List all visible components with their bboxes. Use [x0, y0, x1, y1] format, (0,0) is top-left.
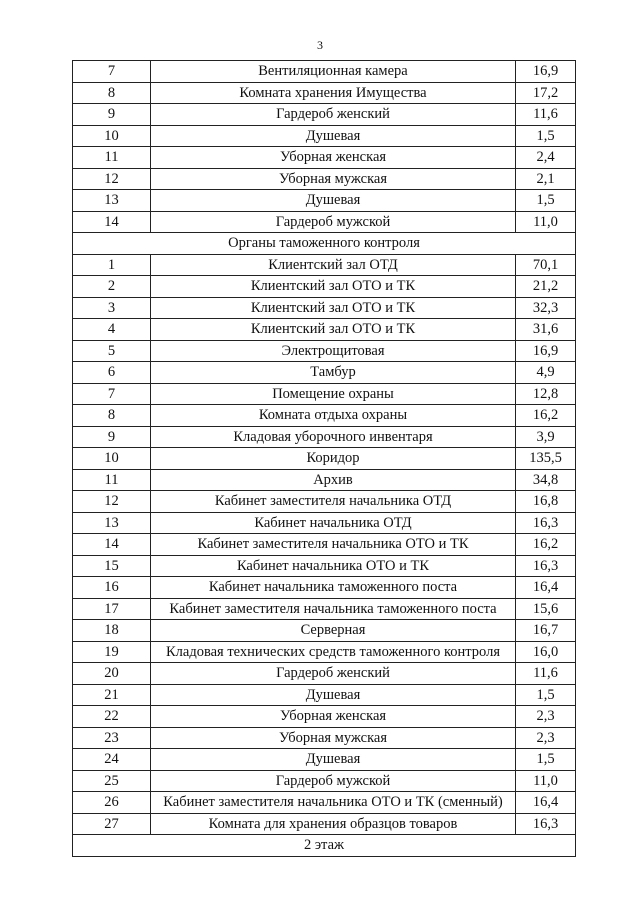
section-title: Органы таможенного контроля	[73, 233, 576, 255]
room-area-cell: 16,2	[516, 534, 576, 556]
table-row	[73, 792, 576, 814]
room-area-cell: 16,4	[516, 577, 576, 599]
room-name-cell: Кабинет заместителя начальника ОТД	[151, 491, 516, 513]
room-area-cell: 11,6	[516, 663, 576, 685]
room-number-cell: 14	[73, 211, 151, 233]
room-number-cell: 17	[73, 598, 151, 620]
room-number-cell: 20	[73, 663, 151, 685]
room-name-cell: Вентиляционная камера	[151, 61, 516, 83]
room-name-cell: Гардероб женский	[151, 663, 516, 685]
table-row	[73, 749, 576, 771]
room-number-cell: 7	[73, 383, 151, 405]
table-row	[73, 104, 576, 126]
room-area-cell: 16,0	[516, 641, 576, 663]
room-name-cell: Гардероб женский	[151, 104, 516, 126]
section-header-row	[73, 835, 576, 857]
table-row	[73, 555, 576, 577]
table-row	[73, 211, 576, 233]
room-number-cell: 25	[73, 770, 151, 792]
table-row	[73, 813, 576, 835]
table-row	[73, 598, 576, 620]
room-number-cell: 11	[73, 469, 151, 491]
room-area-cell: 11,6	[516, 104, 576, 126]
room-area-cell: 11,0	[516, 211, 576, 233]
room-name-cell: Архив	[151, 469, 516, 491]
rooms-table	[72, 60, 576, 857]
room-number-cell: 15	[73, 555, 151, 577]
room-area-cell: 135,5	[516, 448, 576, 470]
table-row	[73, 405, 576, 427]
room-number-cell: 23	[73, 727, 151, 749]
room-number-cell: 2	[73, 276, 151, 298]
room-name-cell: Комната для хранения образцов товаров	[151, 813, 516, 835]
room-area-cell: 16,4	[516, 792, 576, 814]
table-row	[73, 297, 576, 319]
table-row	[73, 534, 576, 556]
room-number-cell: 8	[73, 82, 151, 104]
room-area-cell: 1,5	[516, 749, 576, 771]
room-area-cell: 1,5	[516, 125, 576, 147]
room-number-cell: 26	[73, 792, 151, 814]
room-name-cell: Коридор	[151, 448, 516, 470]
rooms-table-body	[73, 61, 576, 857]
room-number-cell: 21	[73, 684, 151, 706]
room-name-cell: Серверная	[151, 620, 516, 642]
table-row	[73, 770, 576, 792]
page-number: 3	[317, 38, 323, 52]
room-name-cell: Душевая	[151, 125, 516, 147]
room-name-cell: Кладовая уборочного инвентаря	[151, 426, 516, 448]
table-row	[73, 362, 576, 384]
table-row	[73, 168, 576, 190]
room-area-cell: 16,8	[516, 491, 576, 513]
room-number-cell: 13	[73, 190, 151, 212]
room-number-cell: 9	[73, 104, 151, 126]
room-area-cell: 2,1	[516, 168, 576, 190]
room-number-cell: 12	[73, 491, 151, 513]
room-name-cell: Душевая	[151, 684, 516, 706]
room-area-cell: 70,1	[516, 254, 576, 276]
room-number-cell: 10	[73, 448, 151, 470]
room-number-cell: 18	[73, 620, 151, 642]
room-name-cell: Уборная мужская	[151, 168, 516, 190]
room-area-cell: 16,9	[516, 340, 576, 362]
table-row	[73, 641, 576, 663]
table-row	[73, 620, 576, 642]
table-row	[73, 61, 576, 83]
room-name-cell: Кабинет заместителя начальника ОТО и ТК	[151, 534, 516, 556]
room-area-cell: 32,3	[516, 297, 576, 319]
room-name-cell: Кабинет начальника ОТД	[151, 512, 516, 534]
section-title: 2 этаж	[73, 835, 576, 857]
room-name-cell: Электрощитовая	[151, 340, 516, 362]
room-area-cell: 3,9	[516, 426, 576, 448]
room-name-cell: Комната отдыха охраны	[151, 405, 516, 427]
room-name-cell: Душевая	[151, 190, 516, 212]
room-number-cell: 1	[73, 254, 151, 276]
room-number-cell: 12	[73, 168, 151, 190]
room-area-cell: 21,2	[516, 276, 576, 298]
table-row	[73, 426, 576, 448]
room-name-cell: Гардероб мужской	[151, 211, 516, 233]
table-row	[73, 319, 576, 341]
room-name-cell: Кабинет начальника ОТО и ТК	[151, 555, 516, 577]
room-name-cell: Тамбур	[151, 362, 516, 384]
room-number-cell: 24	[73, 749, 151, 771]
room-number-cell: 16	[73, 577, 151, 599]
room-area-cell: 11,0	[516, 770, 576, 792]
table-row	[73, 190, 576, 212]
room-name-cell: Кабинет заместителя начальника ОТО и ТК (сменный)	[151, 792, 516, 814]
room-area-cell: 2,4	[516, 147, 576, 169]
room-number-cell: 5	[73, 340, 151, 362]
room-name-cell: Клиентский зал ОТО и ТК	[151, 297, 516, 319]
room-area-cell: 1,5	[516, 190, 576, 212]
room-number-cell: 19	[73, 641, 151, 663]
room-number-cell: 3	[73, 297, 151, 319]
room-area-cell: 2,3	[516, 727, 576, 749]
room-number-cell: 6	[73, 362, 151, 384]
room-name-cell: Помещение охраны	[151, 383, 516, 405]
room-name-cell: Кабинет заместителя начальника таможенного поста	[151, 598, 516, 620]
room-area-cell: 16,7	[516, 620, 576, 642]
room-name-cell: Кладовая технических средств таможенного контроля	[151, 641, 516, 663]
room-area-cell: 31,6	[516, 319, 576, 341]
room-area-cell: 2,3	[516, 706, 576, 728]
room-number-cell: 14	[73, 534, 151, 556]
table-row	[73, 125, 576, 147]
room-name-cell: Кабинет начальника таможенного поста	[151, 577, 516, 599]
room-name-cell: Душевая	[151, 749, 516, 771]
room-area-cell: 12,8	[516, 383, 576, 405]
table-row	[73, 340, 576, 362]
room-area-cell: 16,3	[516, 813, 576, 835]
table-row	[73, 383, 576, 405]
table-row	[73, 706, 576, 728]
room-number-cell: 10	[73, 125, 151, 147]
room-number-cell: 7	[73, 61, 151, 83]
table-row	[73, 727, 576, 749]
table-row	[73, 512, 576, 534]
room-area-cell: 34,8	[516, 469, 576, 491]
room-number-cell: 13	[73, 512, 151, 534]
room-name-cell: Клиентский зал ОТО и ТК	[151, 276, 516, 298]
room-name-cell: Клиентский зал ОТД	[151, 254, 516, 276]
table-row	[73, 276, 576, 298]
table-row	[73, 147, 576, 169]
table-row	[73, 491, 576, 513]
room-area-cell: 1,5	[516, 684, 576, 706]
room-area-cell: 16,3	[516, 512, 576, 534]
room-name-cell: Уборная мужская	[151, 727, 516, 749]
room-number-cell: 8	[73, 405, 151, 427]
room-number-cell: 22	[73, 706, 151, 728]
table-row	[73, 663, 576, 685]
room-number-cell: 9	[73, 426, 151, 448]
room-name-cell: Клиентский зал ОТО и ТК	[151, 319, 516, 341]
table-row	[73, 254, 576, 276]
room-name-cell: Уборная женская	[151, 706, 516, 728]
room-area-cell: 16,2	[516, 405, 576, 427]
room-name-cell: Уборная женская	[151, 147, 516, 169]
room-name-cell: Комната хранения Имущества	[151, 82, 516, 104]
room-area-cell: 16,9	[516, 61, 576, 83]
table-row	[73, 448, 576, 470]
table-row	[73, 684, 576, 706]
room-number-cell: 4	[73, 319, 151, 341]
room-name-cell: Гардероб мужской	[151, 770, 516, 792]
room-area-cell: 17,2	[516, 82, 576, 104]
room-number-cell: 27	[73, 813, 151, 835]
room-area-cell: 15,6	[516, 598, 576, 620]
table-row	[73, 469, 576, 491]
room-number-cell: 11	[73, 147, 151, 169]
table-row	[73, 577, 576, 599]
section-header-row	[73, 233, 576, 255]
room-area-cell: 16,3	[516, 555, 576, 577]
table-row	[73, 82, 576, 104]
room-area-cell: 4,9	[516, 362, 576, 384]
